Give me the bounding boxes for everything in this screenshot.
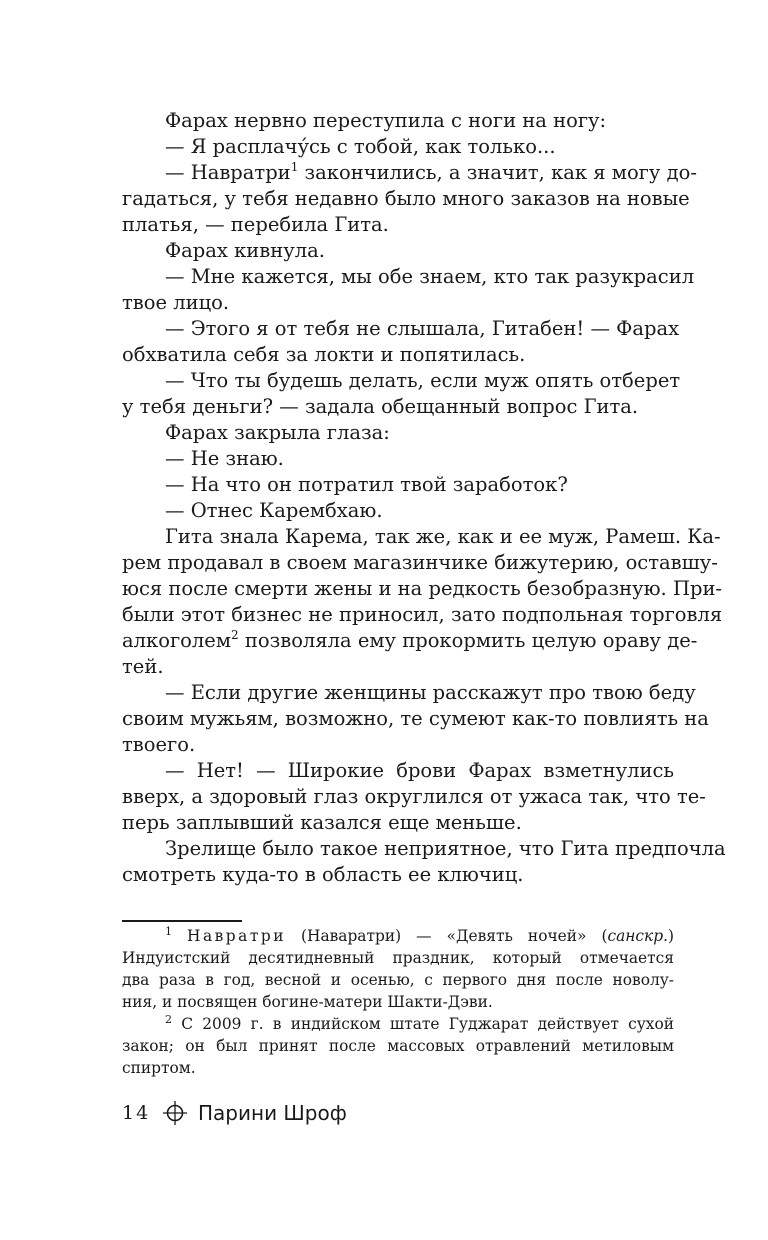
text-line: рем продавал в своем магазинчике бижутерию, оставшу- <box>122 551 718 574</box>
text-line: — Этого я от тебя не слышала, Гитабен! — Фарах <box>165 317 680 340</box>
footnote-divider <box>122 920 242 922</box>
footnote-line: $^2$ С 2009 г. в индийском штате Гуджарат действует сухой <box>165 1013 674 1033</box>
text-line: — Не знаю. <box>165 447 284 470</box>
text-line: — Навратри$^1$ закончились, а значит, как я могу до- <box>165 160 697 184</box>
text-line: твое лицо. <box>122 291 230 314</box>
text-line: алкоголем$^2$ позволяла ему прокормить целую ораву де- <box>122 628 698 652</box>
footnote-line: $^1$ Навратри (Наваратри) — «Девять ночей» (санскр.) <box>165 925 674 945</box>
text-line: были этот бизнес не приносил, зато подпольная торговля <box>122 603 723 626</box>
footnote-ref-2[interactable]: 2 <box>231 628 239 642</box>
text-line: — Отнес Карембхаю. <box>165 499 383 522</box>
text-line: Гита знала Карема, так же, как и ее муж, Рамеш. Ка- <box>165 525 721 548</box>
text-line: Фарах кивнула. <box>165 239 325 262</box>
text-line: вверх, а здоровый глаз округлился от ужаса так, что те- <box>122 785 706 808</box>
text-line: обхватила себя за локти и попятилась. <box>122 343 526 366</box>
page-number: 14 <box>122 1102 151 1124</box>
text-line: — Если другие женщины расскажут про твою беду <box>165 681 696 704</box>
text-line: — На что он потратил твой заработок? <box>165 473 568 496</box>
footnote-1 <box>122 925 674 1013</box>
footnote-line: Индуистский десятидневный праздник, который отмечается <box>122 949 674 967</box>
text-line: твоего. <box>122 733 196 756</box>
text-line: своим мужьям, возможно, те сумеют как-то повлиять на <box>122 707 709 730</box>
text-line: гадаться, у тебя недавно было много заказов на новые <box>122 187 690 210</box>
text-line: платья, — перебила Гита. <box>122 213 389 236</box>
text-line: Фарах нервно переступила с ноги на ногу: <box>165 109 607 132</box>
text-line: — Мне кажется, мы обе знаем, кто так разукрасил <box>165 265 695 288</box>
text-line: юся после смерти жены и на редкость безобразную. При- <box>122 577 723 600</box>
text-line: тей. <box>122 655 164 678</box>
text-line: Фарах закрыла глаза: <box>165 421 390 444</box>
text-line: у тебя деньги? — задала обещанный вопрос Гита. <box>122 395 639 418</box>
text-line: — Что ты будешь делать, если муж опять отберет <box>165 369 681 392</box>
text-line: смотреть куда-то в область ее ключиц. <box>122 863 524 886</box>
text-line: — Я расплачу́сь с тобой, как только... <box>165 135 556 158</box>
footnote-line: два раза в год, весной и осенью, с первого дня после новолу- <box>122 971 674 989</box>
crosshair-icon <box>162 1100 188 1126</box>
author-name: Парини Шроф <box>198 1101 347 1125</box>
footnote-2 <box>122 1013 674 1079</box>
footnote-line: закон; он был принят после массовых отравлений метиловым <box>122 1037 674 1055</box>
text-line: — Нет! — Широкие брови Фарах взметнулись <box>165 759 674 782</box>
footnote-line: ния, и посвящен богине-матери Шакти-Дэви. <box>122 993 493 1011</box>
page-footer <box>122 1098 522 1130</box>
text-line: перь заплывший казался еще меньше. <box>122 811 522 834</box>
body-text <box>122 108 726 888</box>
footnote-term: Навратри <box>187 927 286 945</box>
footnote-line: спиртом. <box>122 1059 196 1077</box>
text-line: Зрелище было такое неприятное, что Гита предпочла <box>165 837 726 860</box>
footnote-ref-1[interactable]: 1 <box>290 160 299 174</box>
